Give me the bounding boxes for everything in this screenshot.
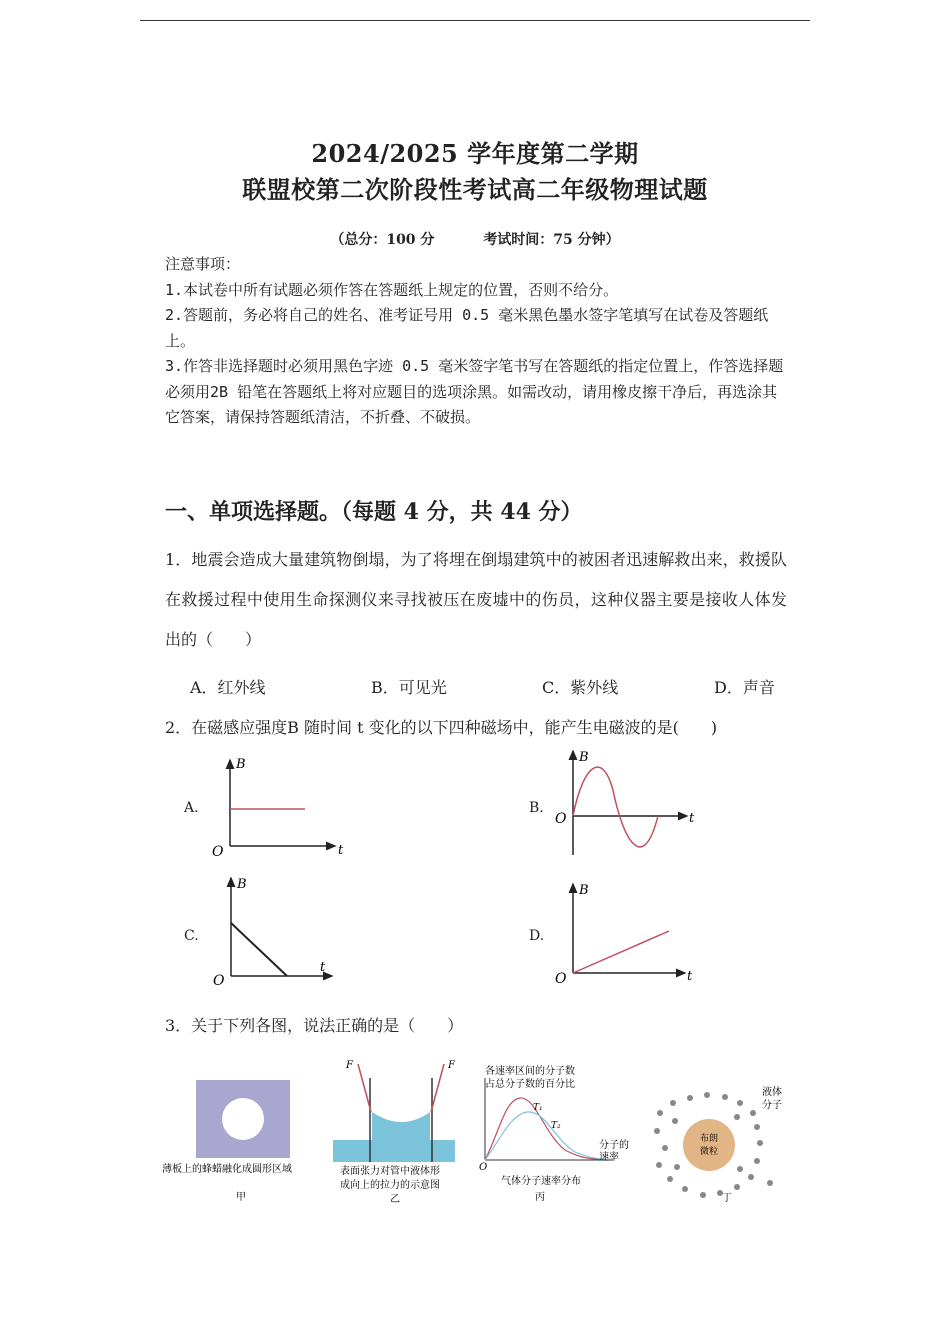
header-rule <box>140 20 810 21</box>
y-axis-label: B <box>579 883 589 898</box>
x-axis-label: t <box>689 811 695 826</box>
force-arrow-left <box>358 1064 371 1112</box>
decreasing-line <box>231 923 287 976</box>
particle-label-1: 布朗 <box>700 1134 719 1144</box>
fig-yi-caption-2: 成向上的拉力的示意图 <box>340 1180 440 1191</box>
fig-bing-xlabel-1: 分子的 <box>599 1140 629 1151</box>
notes-item-1: 1.本试卷中所有试题必须作答在答题纸上规定的位置，否则不给分。 <box>165 280 619 299</box>
q2-graph-a <box>205 752 350 862</box>
q3-figure-bing <box>475 1060 635 1210</box>
x-axis-label: t <box>687 969 693 984</box>
exam-info <box>0 229 950 249</box>
origin-label: O <box>555 811 567 827</box>
notes <box>165 252 790 431</box>
curve-t2 <box>485 1112 605 1160</box>
label-t2: T₂ <box>551 1121 561 1131</box>
force-label-right: F <box>448 1060 455 1071</box>
y-axis-label: B <box>579 750 589 765</box>
question-3-text: 3．关于下列各图，说法正确的是（ ） <box>165 1016 464 1035</box>
force-arrow-right <box>431 1064 444 1112</box>
q1-option-c: C．紫外线 <box>542 678 619 697</box>
section-1-title: 一、单项选择题。（每题 4 分，共 44 分） <box>165 499 583 525</box>
q1-option-b: B．可见光 <box>371 678 447 697</box>
origin-label: O <box>213 973 225 988</box>
melted-wax-circle <box>222 1098 264 1140</box>
fig-bing-label: 丙 <box>535 1192 545 1203</box>
liquid-in-tube <box>372 1112 430 1162</box>
q2-label-a: A. <box>184 800 199 816</box>
increasing-line <box>573 931 669 973</box>
q3-figure-ding <box>645 1083 790 1210</box>
fig-bing-xlabel-2: 速率 <box>599 1152 619 1163</box>
q2-label-d: D. <box>529 928 545 944</box>
title-line-2: 联盟校第二次阶段性考试高二年级物理试题 <box>242 175 708 204</box>
question-2-text: 2．在磁感应强度B 随时间 t 变化的以下四种磁场中，能产生电磁波的是( ) <box>165 718 718 737</box>
notes-heading: 注意事项： <box>165 255 241 273</box>
force-label-left: F <box>346 1060 353 1071</box>
fig-bing-ylabel-2: 占总分子数的百分比 <box>485 1079 575 1090</box>
question-1-text: 1．地震会造成大量建筑物倒塌，为了将埋在倒塌建筑中的被困者迅速解救出来，救援队在救援过程中使用生命探测仪来寻找被压在废墟中的伤员，这种仪器主要是接收人体发出的（ ） <box>165 550 787 649</box>
exam-time: 考试时间：75 分钟） <box>483 232 620 248</box>
fig-bing-caption: 气体分子速率分布 <box>501 1176 581 1187</box>
fig-bing-origin: O <box>479 1162 488 1173</box>
notes-item-2: 2.答题前，务必将自己的姓名、准考证号用 0.5 毫米黑色墨水签字笔填写在试卷及答题纸上。 <box>165 306 769 350</box>
q2-graph-c <box>210 873 345 988</box>
brownian-particle <box>683 1119 735 1171</box>
origin-label: O <box>555 971 567 987</box>
liquid-label-1: 液体 <box>762 1087 782 1098</box>
total-score: （总分：100 分 <box>330 232 435 248</box>
q2-graph-b <box>550 745 700 860</box>
fig-bing-ylabel-1: 各速率区间的分子数 <box>485 1066 575 1077</box>
label-t1: T₁ <box>533 1103 543 1113</box>
sine-curve <box>573 767 658 847</box>
q2-graph-d <box>553 878 698 988</box>
x-axis-label: t <box>338 843 344 858</box>
fig-yi-label: 乙 <box>390 1194 400 1205</box>
origin-label: O <box>212 844 224 860</box>
notes-item-3: 3.作答非选择题时必须用黑色字迹 0.5 毫米签字笔书写在答题纸的指定位置上，作答选择题必须用2B 铅笔在答题纸上将对应题目的选项涂黑。如需改动，请用橡皮擦干净后，再选涂其它答案，请保持答题纸清洁，不折叠、不破损。 <box>165 357 784 426</box>
q3-figure-jia <box>160 1060 320 1210</box>
liquid-label-2: 分子 <box>762 1100 782 1111</box>
fig-yi-caption-1: 表面张力对管中液体形 <box>340 1166 440 1177</box>
y-axis-label: B <box>237 877 247 892</box>
fig-ding-label: 丁 <box>722 1193 732 1204</box>
y-axis-label: B <box>236 757 246 772</box>
fig-jia-label: 甲 <box>236 1192 246 1203</box>
title-line-1: 2024/2025 学年度第二学期 <box>311 139 639 168</box>
fig-jia-caption: 薄板上的蜂蜡融化成圆形区域 <box>162 1164 292 1175</box>
q1-option-d: D．声音 <box>714 678 775 697</box>
x-axis-label: t <box>320 960 326 975</box>
q3-figure-yi <box>330 1052 460 1210</box>
particle-label-2: 微粒 <box>700 1147 719 1157</box>
q2-label-b: B. <box>529 800 544 816</box>
q1-option-a: A．红外线 <box>190 678 266 697</box>
q2-label-c: C. <box>184 928 199 944</box>
